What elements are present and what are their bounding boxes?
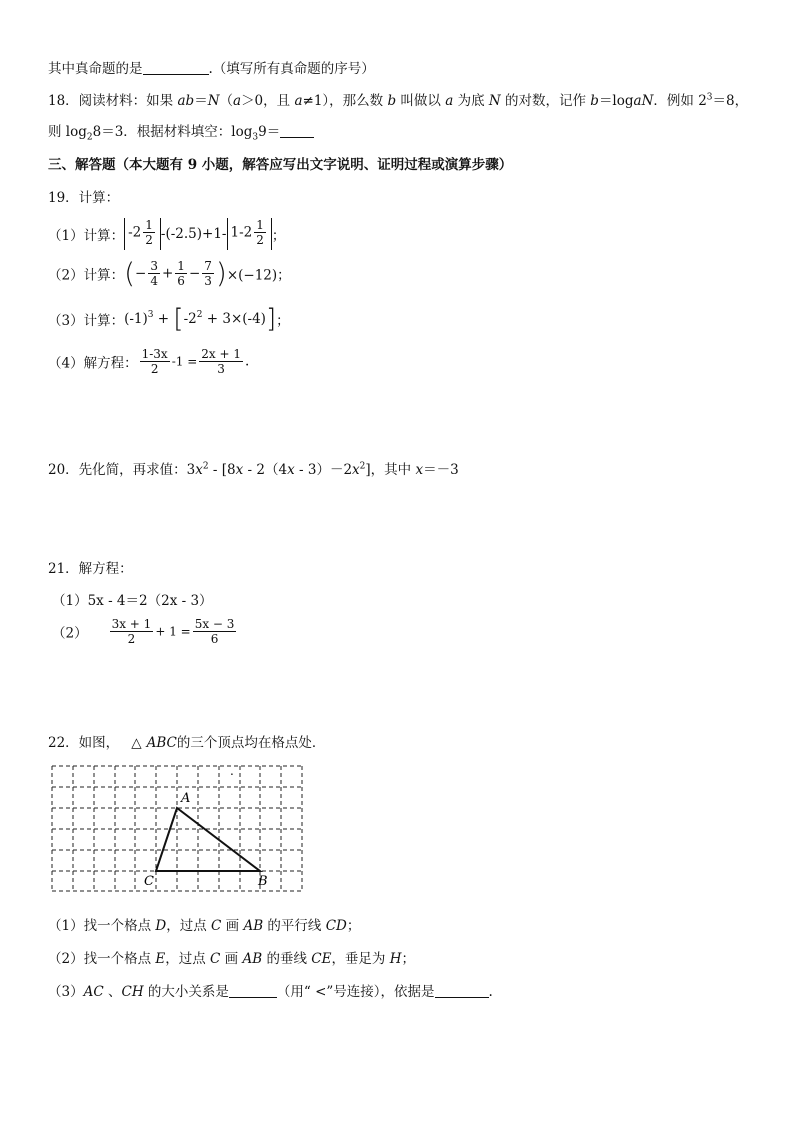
q17-tail-line	[48, 57, 375, 77]
expr-text: (-2.5)	[165, 226, 203, 242]
q18-text: 18．阅读材料：如果	[48, 93, 178, 109]
q18-text: ＝log	[598, 93, 634, 109]
q20-var: x	[415, 462, 424, 478]
q22-var: AC	[83, 984, 104, 1000]
grid-lines	[52, 766, 302, 891]
q19-title: 19．计算：	[48, 190, 120, 206]
q18-var: b	[590, 93, 599, 109]
fraction	[110, 617, 154, 646]
q22-var: AB	[243, 918, 264, 934]
q22-reason-blank[interactable]	[435, 983, 489, 998]
q22-var: CH	[121, 984, 144, 1000]
q22-text: 、	[103, 984, 122, 1000]
fraction	[175, 259, 187, 288]
expr-text: −	[188, 265, 201, 282]
q20-var: x	[287, 462, 295, 478]
q19-part1-label: （1）计算：	[48, 228, 125, 244]
q18-superscript: 3	[706, 92, 713, 103]
q22-text: 的三个顶点均在格点处．	[176, 735, 326, 751]
q21-part1: （1）5x - 4＝2（2x - 3）	[52, 593, 213, 609]
fraction	[202, 259, 214, 288]
vertex-label-c: C	[144, 874, 154, 889]
expr-text: −	[135, 265, 147, 282]
q22-text: ，垂足为	[331, 951, 390, 967]
q18-var: ab	[177, 93, 195, 109]
q18-var: a	[294, 93, 303, 109]
q18-var: a	[233, 93, 242, 109]
abs-value-2	[227, 218, 272, 250]
q22-text: 的平行线	[263, 918, 326, 934]
abs-value-1	[124, 218, 161, 250]
q18-text: ＞0，且	[241, 93, 295, 109]
numerator: 1	[145, 218, 153, 232]
q18-var: aN	[633, 93, 654, 109]
q18-subscript: 2	[86, 132, 93, 143]
q19-part2-label: （2）计算：	[48, 267, 125, 284]
q18-var: N	[207, 93, 220, 109]
q20-text: ]，其中	[365, 462, 416, 478]
q17-note: .（填写所有真命题的序号）	[208, 61, 375, 77]
denominator: 4	[150, 274, 158, 288]
q20-var: x	[195, 462, 203, 478]
q19-part3	[48, 306, 290, 336]
q22-var: C	[211, 918, 222, 934]
q22-text: （用“ <”号连接），依据是	[276, 984, 435, 1000]
superscript: 2	[196, 310, 203, 320]
q18-answer-blank[interactable]	[280, 123, 314, 138]
expr-text: + 3×(-4)	[202, 311, 266, 327]
q22-text: 的垂线	[262, 951, 312, 967]
section-3-heading: 三、解答题（本大题有 9 小题，解答应写出文字说明、证明过程或演算步骤）	[48, 157, 513, 173]
fraction	[140, 347, 170, 376]
q18-subscript: 3	[252, 132, 259, 143]
q21-part2-label: （2）	[52, 625, 88, 642]
q22-var: H	[389, 951, 402, 967]
grid-figure	[50, 764, 306, 894]
right-bracket: ]	[265, 304, 277, 334]
q18-text: 则 log	[48, 124, 87, 140]
right-paren: )	[215, 256, 227, 290]
q22-text: （1）找一个格点	[48, 918, 156, 934]
fraction	[143, 218, 155, 247]
q18-line2	[48, 120, 314, 143]
expr-text: +	[161, 265, 174, 282]
q19-part4	[48, 347, 249, 381]
denominator: 6	[210, 632, 219, 646]
denominator: 6	[177, 274, 185, 288]
fraction	[148, 259, 160, 288]
left-paren: (	[124, 256, 136, 290]
expr-text: ×(−12)；	[226, 267, 291, 284]
numerator: 1	[256, 218, 264, 232]
denominator: 2	[256, 233, 264, 247]
q19-part3-label: （3）计算：	[48, 313, 125, 329]
numerator: 3	[150, 259, 158, 273]
q20-text: - 3）－2	[294, 462, 353, 478]
expr-text: -2	[183, 311, 197, 327]
q22-var: CD	[325, 918, 347, 934]
expr-text: -	[160, 226, 166, 242]
superscript: 3	[147, 310, 154, 320]
q22-var: C	[210, 951, 221, 967]
numerator: 1-3x	[141, 347, 168, 361]
q22-var: CE	[311, 951, 332, 967]
q20-line	[48, 458, 459, 478]
q22-part1	[48, 914, 360, 934]
q20-text: 20．先化简，再求值：3	[48, 462, 196, 478]
q17-text: 其中真命题的是	[48, 61, 143, 77]
expr-text: ；	[271, 228, 286, 244]
denominator: 2	[150, 362, 159, 376]
q20-var: x	[235, 462, 244, 478]
q22-title	[48, 731, 325, 751]
q21-part2	[52, 617, 238, 653]
q22-text: （2）找一个格点	[48, 951, 156, 967]
q22-text: 22．如图，	[48, 735, 120, 751]
superscript: 2	[359, 461, 366, 472]
expr-text: ；	[276, 313, 290, 329]
q17-answer-blank[interactable]	[143, 60, 209, 75]
q22-relation-blank[interactable]	[229, 983, 277, 998]
q21-title: 21．解方程：	[48, 561, 133, 577]
q22-text: 画	[221, 918, 244, 934]
expr-text: + 1 =	[155, 624, 191, 639]
q18-text: ．例如 2	[653, 93, 707, 109]
q22-text: 的大小关系是	[143, 984, 229, 1000]
vertex-label-a: A	[181, 791, 191, 806]
denominator: 2	[127, 632, 136, 646]
denominator: 2	[145, 233, 153, 247]
q18-var: N	[488, 93, 501, 109]
q22-var: E	[155, 951, 166, 967]
q18-text: 叫做以	[396, 93, 446, 109]
q19-part1	[48, 218, 285, 252]
q22-var: D	[155, 918, 167, 934]
q18-line1	[48, 89, 748, 109]
q18-text: ≠1），那么数	[302, 93, 388, 109]
q22-var: AB	[242, 951, 263, 967]
q18-text: 为底	[453, 93, 489, 109]
q19-part4-label: （4）解方程：	[48, 355, 138, 372]
q20-text: - [8	[208, 462, 236, 478]
expr-text: -2	[128, 224, 142, 241]
numerator: 2x + 1	[201, 347, 241, 361]
expr-text: +1-	[202, 226, 227, 242]
q20-var: x	[352, 462, 360, 478]
q18-var: a	[445, 93, 454, 109]
q22-part2	[48, 947, 415, 967]
expr-text: .	[244, 353, 250, 370]
q18-text: 8＝3．根据材料填空：log	[92, 124, 253, 140]
q22-text: ，过点	[165, 951, 211, 967]
triangle-symbol: △	[131, 735, 142, 751]
q18-text: ＝8，	[712, 93, 749, 109]
expr-text: (-1)	[124, 311, 148, 327]
q22-var: ABC	[146, 735, 177, 751]
q19-part2	[48, 256, 291, 293]
numerator: 3x + 1	[111, 617, 152, 631]
stray-dot: .	[230, 764, 234, 778]
fraction	[199, 347, 243, 376]
q22-text: ；	[346, 918, 361, 934]
numerator: 1	[177, 259, 185, 273]
superscript: 2	[202, 461, 209, 472]
denominator: 3	[217, 362, 225, 376]
q20-text: - 2（4	[243, 462, 288, 478]
left-bracket: [	[173, 304, 184, 334]
numerator: 5x − 3	[194, 617, 235, 631]
q18-text: （	[219, 93, 233, 109]
q18-text: ＝	[194, 93, 208, 109]
q22-text: .	[488, 984, 493, 1000]
expr-text: +	[153, 311, 174, 327]
q22-text: （3）	[48, 984, 84, 1000]
denominator: 3	[204, 274, 212, 288]
q22-text: ，过点	[166, 918, 212, 934]
q22-part3	[48, 980, 493, 1000]
fraction	[254, 218, 266, 247]
triangle-abc	[156, 808, 260, 871]
q18-var: b	[387, 93, 397, 109]
q18-text: 的对数，记作	[500, 93, 591, 109]
expr-text: -1 =	[171, 354, 198, 369]
expr-text: 1-2	[230, 224, 253, 241]
vertex-label-b: B	[258, 874, 268, 889]
q22-text: ；	[401, 951, 416, 967]
q22-text: 画	[220, 951, 243, 967]
q20-text: ＝－3	[423, 462, 459, 478]
q18-text: 9＝	[258, 124, 281, 140]
fraction	[193, 617, 237, 646]
numerator: 7	[204, 259, 212, 273]
